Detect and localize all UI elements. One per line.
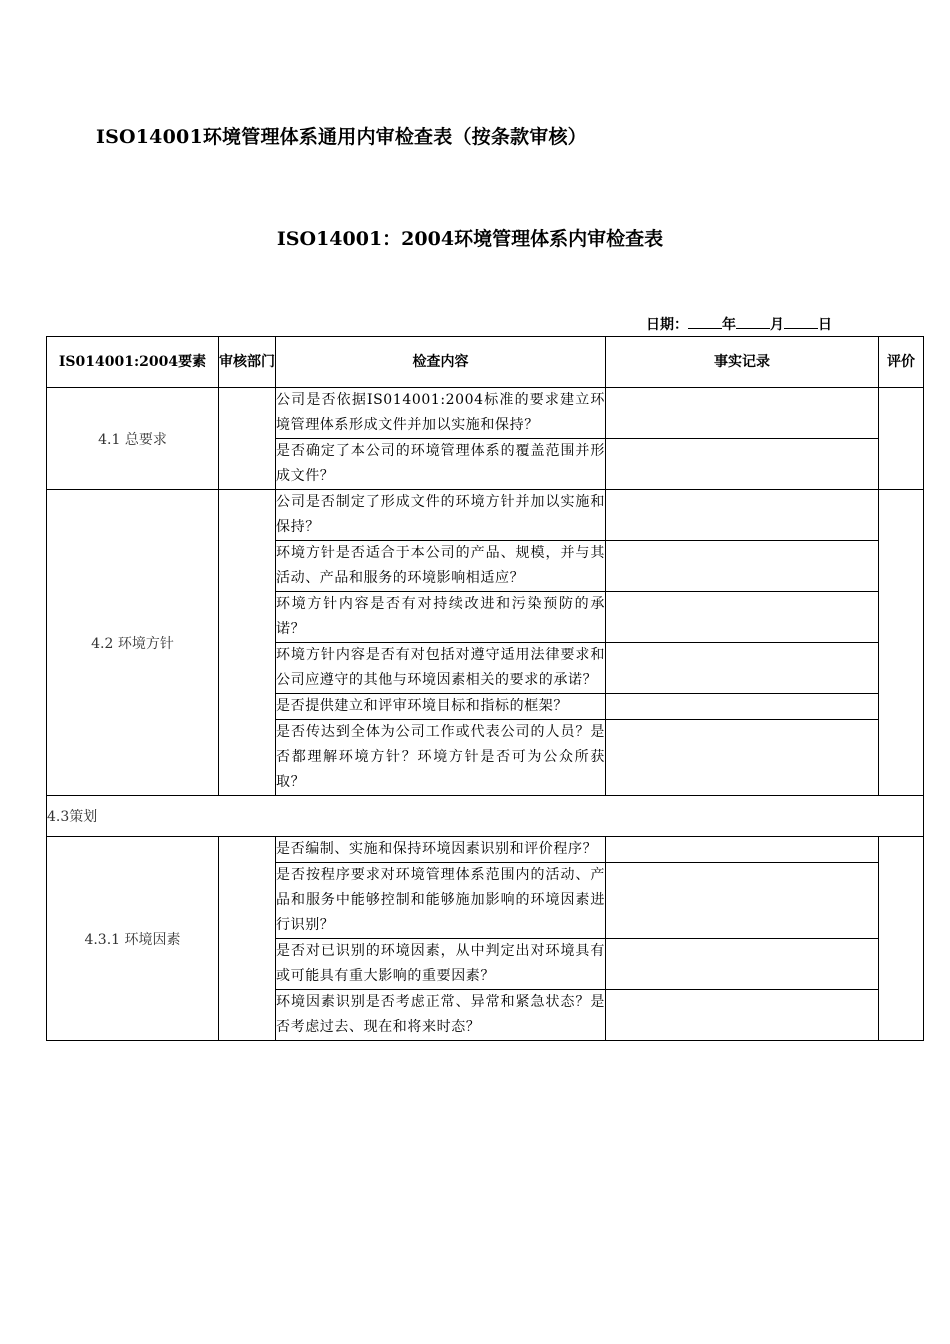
evaluation-cell[interactable]	[879, 837, 924, 1041]
fact-record-cell[interactable]	[606, 720, 879, 796]
table-row	[47, 837, 924, 863]
check-content-cell: 是否编制、实施和保持环境因素识别和评价程序？	[276, 837, 606, 863]
date-day: 日	[818, 317, 832, 333]
fact-record-cell[interactable]	[606, 388, 879, 439]
check-content-cell: 是否提供建立和评审环境目标和指标的框架？	[276, 694, 606, 720]
month-blank	[736, 316, 770, 329]
fact-record-cell[interactable]	[606, 541, 879, 592]
check-content-cell: 环境方针是否适合于本公司的产品、规模，并与其活动、产品和服务的环境影响相适应？	[276, 541, 606, 592]
dept-cell[interactable]	[219, 490, 276, 796]
day-blank	[784, 316, 818, 329]
check-content-cell: 公司是否依据IS014001:2004标准的要求建立环境管理体系形成文件并加以实施和保持？	[276, 388, 606, 439]
check-content-cell: 是否确定了本公司的环境管理体系的覆盖范围并形成文件？	[276, 439, 606, 490]
table-row	[47, 490, 924, 541]
dept-cell[interactable]	[219, 837, 276, 1041]
audit-checklist-table	[46, 336, 924, 1041]
fact-record-cell[interactable]	[606, 863, 879, 939]
check-content-cell: 是否对已识别的环境因素，从中判定出对环境具有或可能具有重大影响的重要因素？	[276, 939, 606, 990]
section-title: 4.3策划	[47, 796, 924, 837]
fact-record-cell[interactable]	[606, 837, 879, 863]
year-blank	[688, 316, 722, 329]
header-content: 检查内容	[276, 337, 606, 388]
header-element: IS014001:2004要素	[47, 337, 219, 388]
evaluation-cell[interactable]	[879, 388, 924, 490]
check-content-cell: 环境方针内容是否有对包括对遵守适用法律要求和公司应遵守的其他与环境因素相关的要求的承诺？	[276, 643, 606, 694]
date-label: 日期：	[646, 317, 688, 333]
table-row	[47, 388, 924, 439]
document-title: ISO14001环境管理体系通用内审检查表（按条款审核）	[96, 126, 587, 148]
document-subtitle: ISO14001：2004环境管理体系内审检查表	[276, 228, 664, 250]
header-eval: 评价	[879, 337, 924, 388]
check-content-cell: 是否传达到全体为公司工作或代表公司的人员？是否都理解环境方针？环境方针是否可为公众所获取？	[276, 720, 606, 796]
header-record: 事实记录	[606, 337, 879, 388]
fact-record-cell[interactable]	[606, 490, 879, 541]
dept-cell[interactable]	[219, 388, 276, 490]
fact-record-cell[interactable]	[606, 439, 879, 490]
section-row	[47, 796, 924, 837]
fact-record-cell[interactable]	[606, 694, 879, 720]
element-cell: 4.2 环境方针	[47, 490, 219, 796]
fact-record-cell[interactable]	[606, 643, 879, 694]
check-content-cell: 公司是否制定了形成文件的环境方针并加以实施和保持？	[276, 490, 606, 541]
fact-record-cell[interactable]	[606, 990, 879, 1041]
date-line	[646, 314, 832, 334]
date-month: 月	[770, 317, 784, 333]
header-dept: 审核部门	[219, 337, 276, 388]
element-cell: 4.1 总要求	[47, 388, 219, 490]
check-content-cell: 环境方针内容是否有对持续改进和污染预防的承诺？	[276, 592, 606, 643]
fact-record-cell[interactable]	[606, 592, 879, 643]
element-cell: 4.3.1 环境因素	[47, 837, 219, 1041]
fact-record-cell[interactable]	[606, 939, 879, 990]
table-body	[47, 388, 924, 1041]
check-content-cell: 是否按程序要求对环境管理体系范围内的活动、产品和服务中能够控制和能够施加影响的环境因素进行识别？	[276, 863, 606, 939]
evaluation-cell[interactable]	[879, 490, 924, 796]
table-header-row	[47, 337, 924, 388]
date-year: 年	[722, 317, 736, 333]
check-content-cell: 环境因素识别是否考虑正常、异常和紧急状态？是否考虑过去、现在和将来时态？	[276, 990, 606, 1041]
